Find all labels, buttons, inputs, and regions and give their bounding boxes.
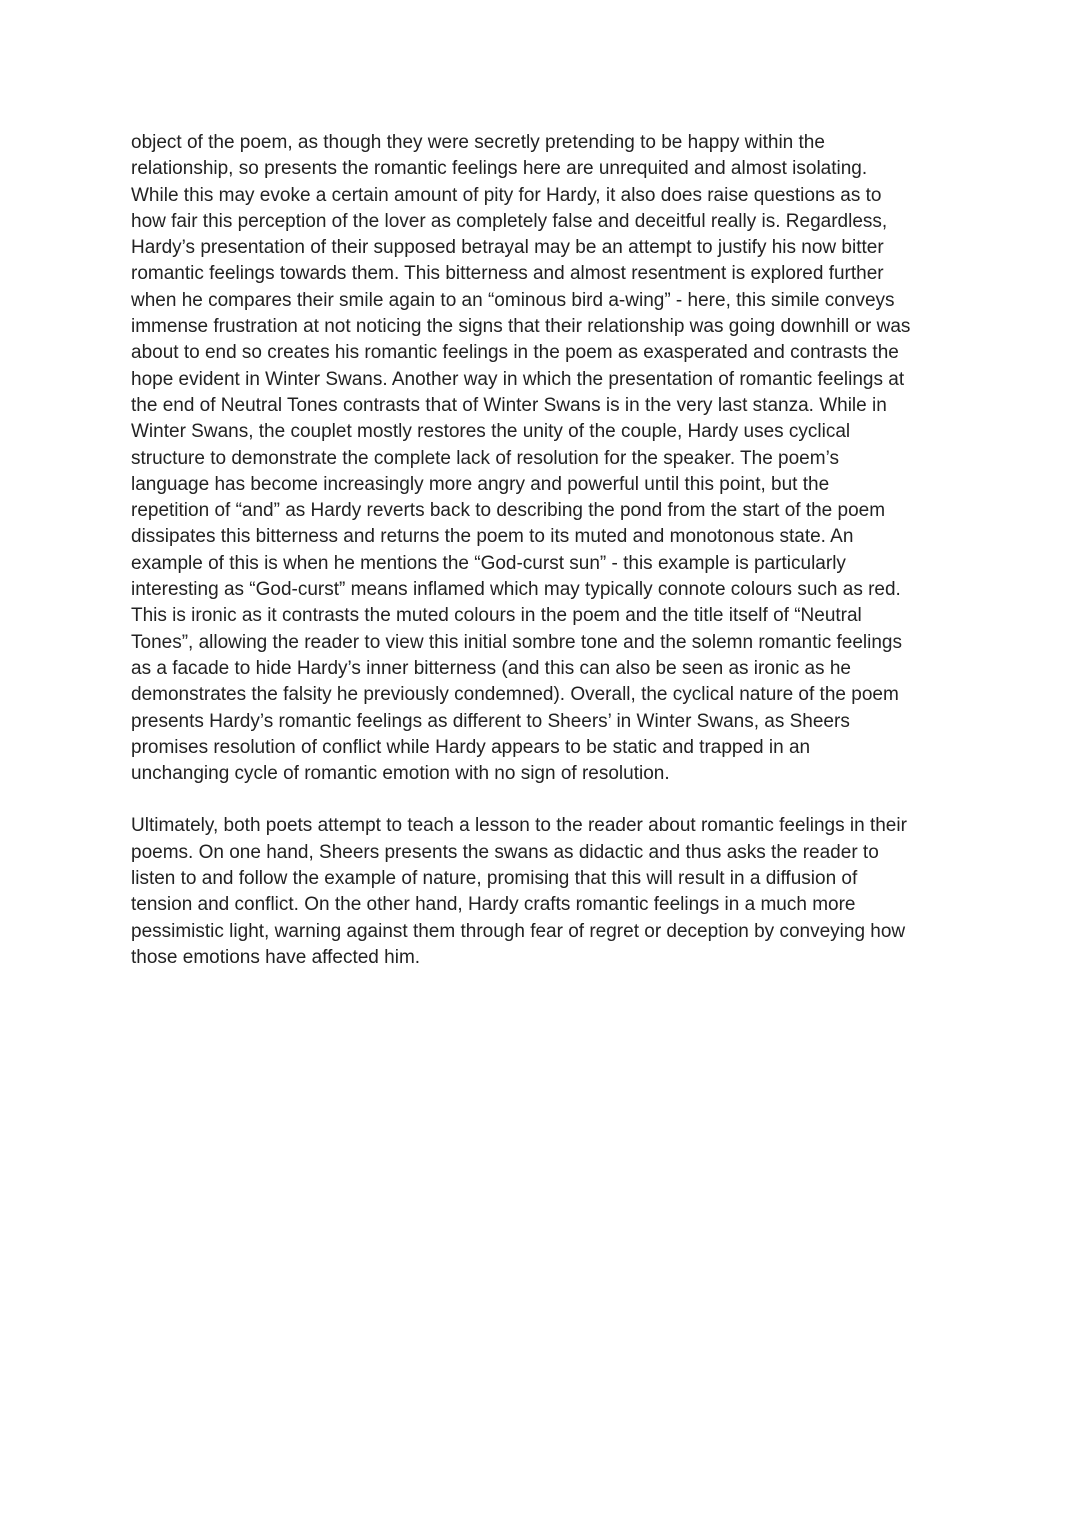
text-line: dissipates this bitterness and returns the poem to its muted and monotonous state. An	[131, 526, 854, 548]
text-line: Winter Swans, the couplet mostly restores the unity of the couple, Hardy uses cyclical	[131, 421, 851, 443]
text-line: promises resolution of conflict while Hardy appears to be static and trapped in an	[131, 736, 811, 758]
text-line: demonstrates the falsity he previously condemned). Overall, the cyclical nature of the poem	[131, 684, 899, 706]
text-line: romantic feelings towards them. This bitterness and almost resentment is explored further	[131, 263, 884, 285]
text-line: While this may evoke a certain amount of pity for Hardy, it also does raise questions as to	[131, 184, 882, 206]
text-line: Tones”, allowing the reader to view this initial sombre tone and the solemn romantic feelings	[131, 631, 902, 653]
paragraph-analysis	[131, 130, 961, 787]
text-line: hope evident in Winter Swans. Another way in which the presentation of romantic feelings at	[131, 368, 905, 390]
text-line: Hardy’s presentation of their supposed betrayal may be an attempt to justify his now bitter	[131, 237, 884, 259]
text-line: tension and conflict. On the other hand, Hardy crafts romantic feelings in a much more	[131, 894, 856, 916]
text-line: unchanging cycle of romantic emotion with no sign of resolution.	[131, 763, 670, 785]
text-line: about to end so creates his romantic feelings in the poem as exasperated and contrasts the	[131, 342, 899, 364]
text-line: example of this is when he mentions the “God-curst sun” - this example is particularly	[131, 552, 846, 574]
text-line: object of the poem, as though they were secretly pretending to be happy within the	[131, 132, 825, 153]
text-line: interesting as “God-curst” means inflamed which may typically connote colours such as red.	[131, 579, 901, 601]
text-line: Ultimately, both poets attempt to teach a lesson to the reader about romantic feelings in their	[131, 815, 907, 837]
text-line: those emotions have affected him.	[131, 946, 421, 968]
text-line: repetition of “and” as Hardy reverts back to describing the pond from the start of the poem	[131, 500, 886, 522]
text-line: presents Hardy’s romantic feelings as different to Sheers’ in Winter Swans, as Sheers	[131, 710, 850, 732]
text-line: how fair this perception of the lover as completely false and deceitful really is. Regardless,	[131, 210, 888, 232]
text-line: language has become increasingly more angry and powerful until this point, but the	[131, 473, 830, 495]
text-line: immense frustration at not noticing the signs that their relationship was going downhill or was	[131, 316, 911, 338]
text-line: as a facade to hide Hardy’s inner bitterness (and this can also be seen as ironic as he	[131, 657, 851, 679]
paragraph-spacer	[131, 787, 961, 813]
text-line: the end of Neutral Tones contrasts that of Winter Swans is in the very last stanza. While in	[131, 394, 887, 416]
text-line: relationship, so presents the romantic feelings here are unrequited and almost isolating.	[131, 158, 868, 180]
text-line: This is ironic as it contrasts the muted colours in the poem and the title itself of “Neutral	[131, 605, 862, 627]
paragraph-conclusion	[131, 813, 961, 971]
text-line: listen to and follow the example of nature, promising that this will result in a diffusion of	[131, 868, 858, 890]
text-line: pessimistic light, warning against them through fear of regret or deception by conveying how	[131, 920, 906, 942]
text-line: when he compares their smile again to an “ominous bird a-wing” - here, this simile conveys	[131, 289, 895, 311]
text-line: poems. On one hand, Sheers presents the swans as didactic and thus asks the reader to	[131, 841, 879, 863]
text-line: structure to demonstrate the complete lack of resolution for the speaker. The poem’s	[131, 447, 839, 469]
document-body	[131, 130, 961, 971]
